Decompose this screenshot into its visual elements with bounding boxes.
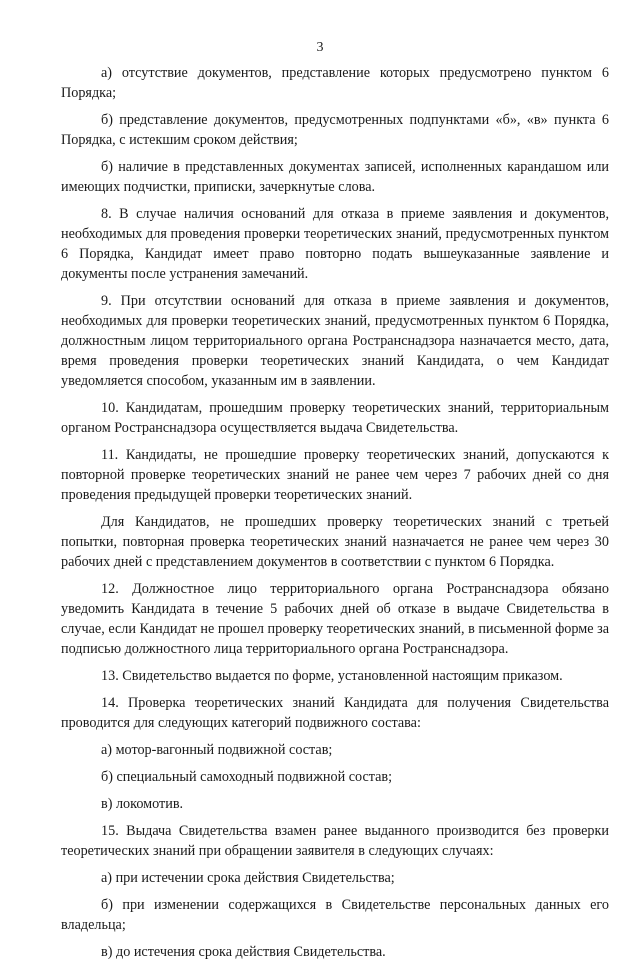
paragraph: 8. В случае наличия оснований для отказа в приеме заявления и документов, необходимых для проведения проверки теоретических знаний, предусмотренных пунктом 6 Порядка, Кандидат имеет право повторно подать вышеуказанные заявление и документы после устранения замечаний. xyxy=(61,206,609,282)
paragraph: а) мотор-вагонный подвижной состав; xyxy=(101,742,333,758)
paragraph: 12. Должностное лицо территориального органа Ространснадзора обязано уведомить Кандидата в течение 5 рабочих дней об отказе в выдаче Свидетельства в случае, если Кандидат не прошел проверку теоретических знаний, в письменной форме за подписью должностного лица территориального органа Ространснадзора. xyxy=(61,581,609,657)
paragraph: 10. Кандидатам, прошедшим проверку теоретических знаний, территориальным органом Ространснадзора осуществляется выдача Свидетельства. xyxy=(61,400,609,436)
paragraph: 14. Проверка теоретических знаний Кандидата для получения Свидетельства проводится для следующих категорий подвижного состава: xyxy=(61,695,609,731)
paragraph: а) отсутствие документов, представление которых предусмотрено пунктом 6 Порядка; xyxy=(61,65,609,101)
paragraph: б) представление документов, предусмотренных подпунктами «б», «в» пункта 6 Порядка, с истекшим сроком действия; xyxy=(61,112,609,148)
paragraph: в) локомотив. xyxy=(101,796,184,812)
paragraph: б) при изменении содержащихся в Свидетельстве персональных данных его владельца; xyxy=(61,897,609,933)
paragraph: а) при истечении срока действия Свидетельства; xyxy=(101,870,395,886)
paragraph: Для Кандидатов, не прошедших проверку теоретических знаний с третьей попытки, повторная проверка теоретических знаний назначается не ранее чем через 30 рабочих дней с представлением документов в соответствии с пунктом 6 Порядка. xyxy=(61,514,609,570)
paragraph: б) специальный самоходный подвижной состав; xyxy=(101,769,393,785)
paragraph: 13. Свидетельство выдается по форме, установленной настоящим приказом. xyxy=(101,668,563,684)
paragraph: б) наличие в представленных документах записей, исполненных карандашом или имеющих подчистки, приписки, зачеркнутые слова. xyxy=(61,159,609,195)
document-body xyxy=(61,63,609,969)
paragraph: в) до истечения срока действия Свидетельства. xyxy=(101,944,386,960)
paragraph: 9. При отсутствии оснований для отказа в приеме заявления и документов, необходимых для проверки теоретических знаний, предусмотренных пунктом 6 Порядка, должностным лицом территориального органа Ространснадзора назначается место, дата, время проведения проверки теоретических знаний Кандидата, о чем Кандидат уведомляется способом, указанным им в заявлении. xyxy=(61,293,609,389)
paragraph: 15. Выдача Свидетельства взамен ранее выданного производится без проверки теоретических знаний при обращении заявителя в следующих случаях: xyxy=(61,823,609,859)
page-number: 3 xyxy=(316,40,324,55)
paragraph: 11. Кандидаты, не прошедшие проверку теоретических знаний, допускаются к повторной проверке теоретических знаний не ранее чем через 7 рабочих дней со дня проведения предыдущей проверки теоретических знаний. xyxy=(61,447,609,503)
